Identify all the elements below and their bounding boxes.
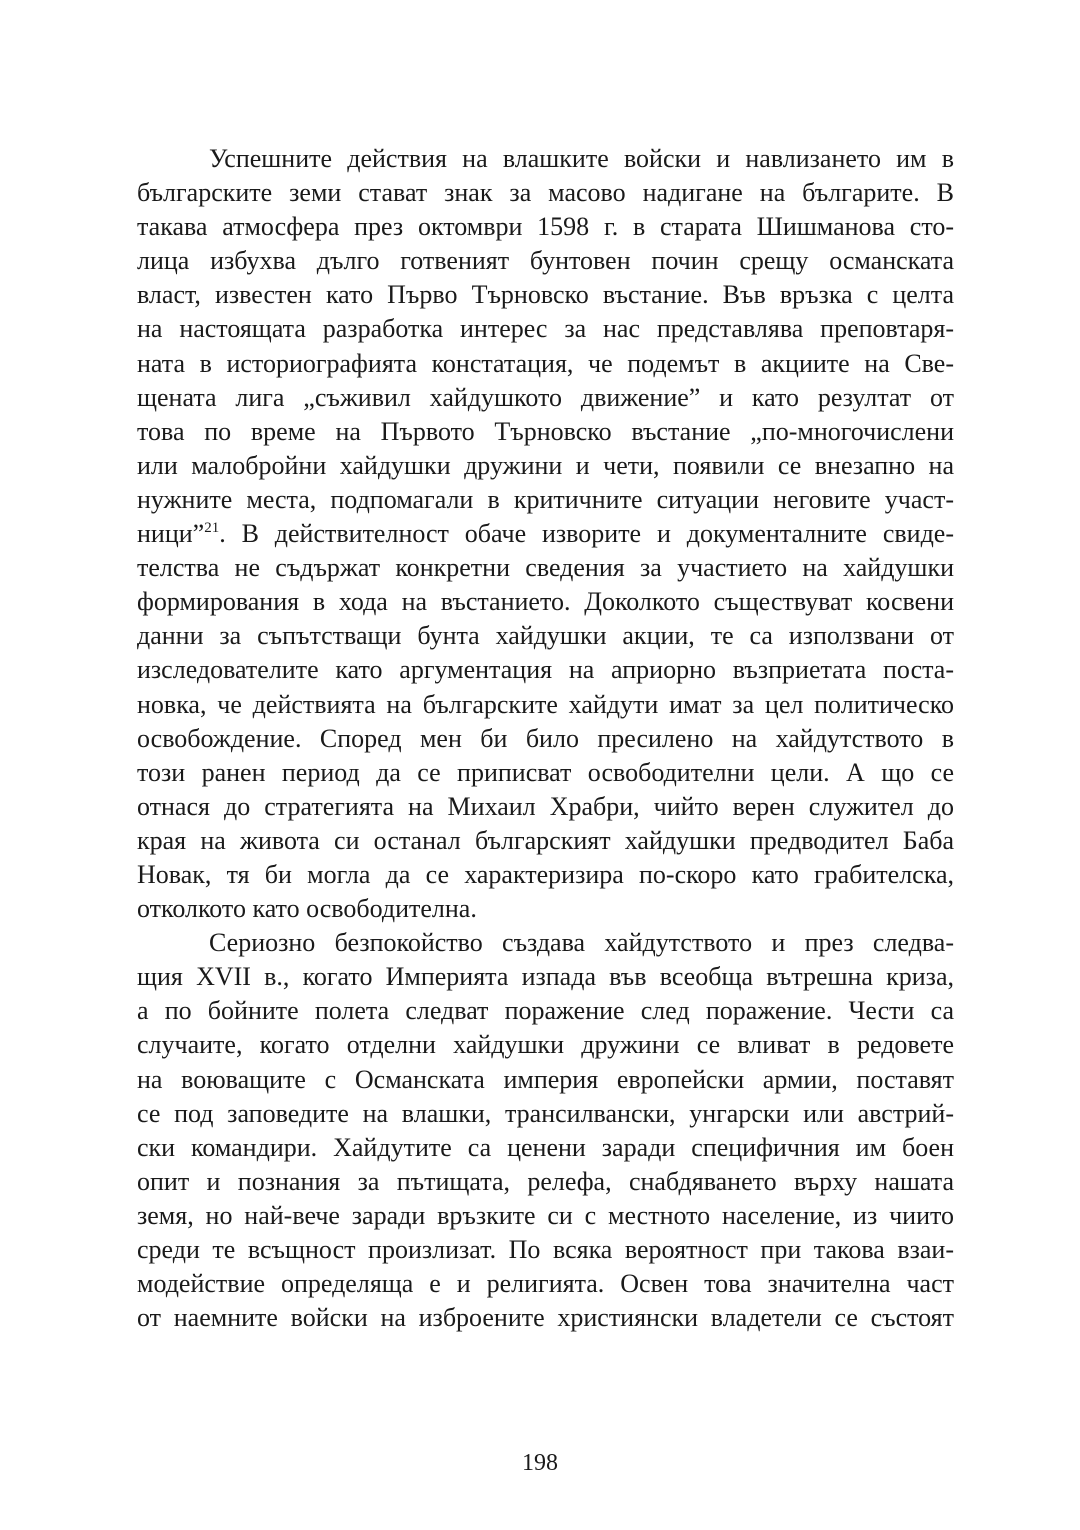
text-line: лица избухва дълго готвеният бунтовен почин срещу османската — [137, 246, 954, 276]
text-line: това по време на Първото Търновско въстание „по-многочислени — [137, 416, 954, 446]
footnote-reference[interactable]: 21 — [204, 520, 220, 537]
paragraph-1 — [137, 142, 954, 926]
text-line: телства не съдържат конкретни сведения за участието на хайдушки — [137, 553, 954, 583]
text-line: власт, известен като Първо Търновско въстание. Във връзка с целта — [137, 280, 954, 310]
text-line: а по бойните полета следват поражение след поражение. Чести са — [137, 996, 954, 1026]
text-line: от наемните войски на изброените християнски владетели се състоят — [137, 1303, 954, 1333]
text-line: българските земи стават знак за масово надигане на българите. В — [137, 178, 954, 208]
text-line: формирования в хода на въстанието. Доколкото съществуват косвени — [137, 587, 954, 617]
text-line: нужните места, подпомагали в критичните ситуации неговите участ- — [137, 484, 954, 514]
paragraph-2 — [137, 926, 954, 1335]
text-line: данни за съпътстващи бунта хайдушки акции, те са използвани от — [137, 621, 954, 651]
text-line: модействие определяща е и религията. Освен това значителна част — [137, 1269, 954, 1299]
text-line: среди те всъщност произлизат. По всяка вероятност при такова взаи- — [137, 1235, 954, 1264]
text-line: този ранен период да се приписват освободителни цели. А що се — [137, 757, 954, 787]
text-line: Новак, тя би могла да се характеризира по-скоро като грабителска, — [137, 859, 954, 889]
text-line: се под заповедите на влашки, трансилвански, унгарски или австрий- — [137, 1098, 954, 1128]
text-line: щия XVII в., когато Империята изпада във всеобща вътрешна криза, — [137, 962, 954, 992]
text-line: отколкото като освободителна. — [137, 894, 477, 924]
text-line: края на живота си останал българският хайдушки предводител Баба — [137, 825, 954, 855]
text-line-with-footnote — [137, 517, 954, 551]
text-line: Успешните действия на влашките войски и навлизането им в — [209, 144, 954, 173]
text-line: опит и познания за пътищата, релефа, снабдяването върху нашата — [137, 1166, 954, 1196]
text-line: Сериозно безпокойство създава хайдутството и през следва- — [209, 928, 954, 958]
text-line: освобождение. Според мен би било пресилено на хайдутството в — [137, 723, 954, 753]
text-fragment: . В действителност обаче изворите и документалните свиде- — [219, 519, 954, 549]
text-line: ски командири. Хайдутите са ценени заради специфичния им боен — [137, 1132, 954, 1162]
text-line: на настоящата разработка интерес за нас представлява преповтаря- — [137, 314, 954, 344]
text-line: такава атмосфера през октомври 1598 г. в старата Шишманова сто- — [137, 212, 954, 242]
text-line: отнася до стратегията на Михаил Храбри, чийто верен служител до — [137, 791, 954, 821]
text-line: новка, че действията на българските хайдути имат за цел политическо — [137, 689, 954, 719]
text-fragment: ници” — [137, 519, 205, 549]
text-line: на воюващите с Османската империя европейски армии, поставят — [137, 1064, 954, 1094]
text-line: ната в историографията констатация, че подемът в акциите на Све- — [137, 348, 954, 378]
text-line: щената лига „съживил хайдушкото движение” и като резултат от — [137, 382, 954, 412]
text-line: земя, но най-вече заради връзките си с местното население, из чиито — [137, 1200, 954, 1230]
page-number: 198 — [522, 1450, 558, 1476]
text-line: изследователите като аргументация на априорно възприетата поста- — [137, 655, 954, 685]
body-text — [137, 142, 954, 1335]
text-line: или малобройни хайдушки дружини и чети, появили се внезапно на — [137, 450, 954, 480]
text-line: случаите, когато отделни хайдушки дружини се вливат в редовете — [137, 1030, 954, 1060]
